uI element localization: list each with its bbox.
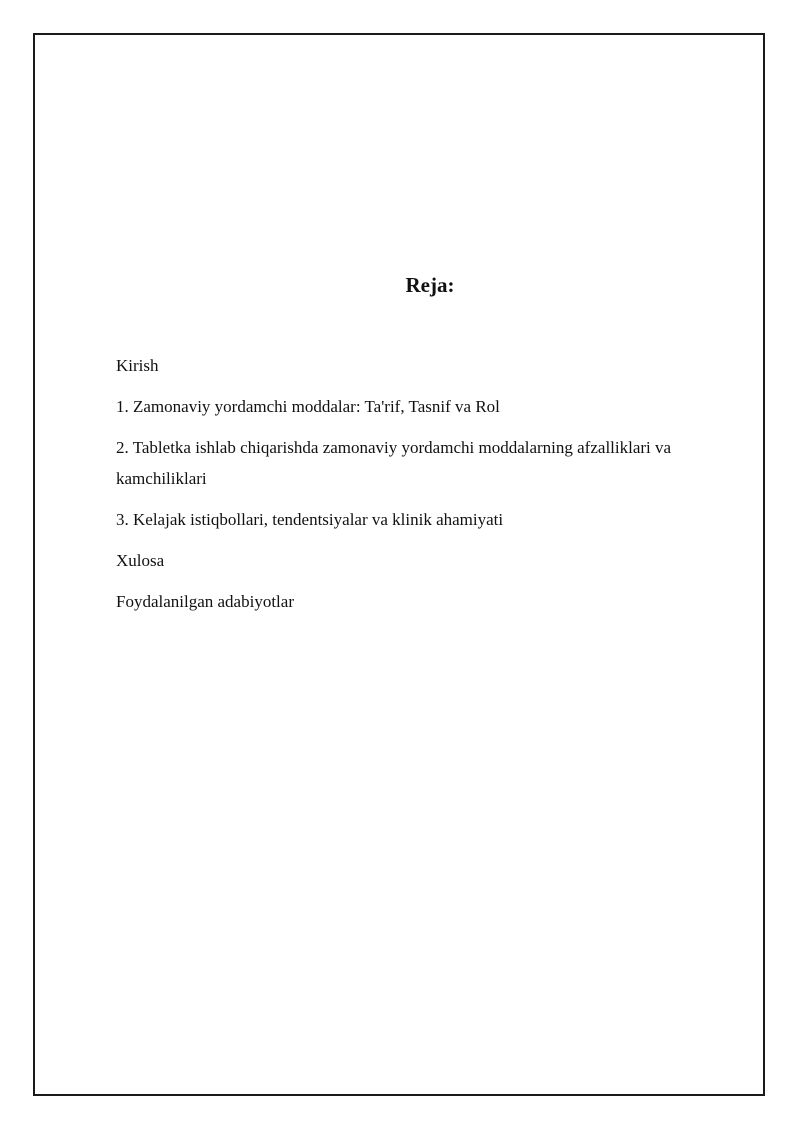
table-of-contents: [116, 350, 742, 627]
toc-item-2: 2. Tabletka ishlab chiqarishda zamonaviy yordamchi moddalarning afzalliklari va kamchiliklari: [116, 438, 672, 488]
toc-item-conclusion: Xulosa: [116, 551, 165, 570]
toc-item-3: 3. Kelajak istiqbollari, tendentsiyalar va klinik ahamiyati: [116, 510, 504, 529]
page-title: Reja:: [405, 273, 455, 297]
toc-item-intro: Kirish: [116, 356, 159, 375]
toc-item-1: 1. Zamonaviy yordamchi moddalar: Ta'rif, Tasnif va Rol: [116, 397, 500, 416]
toc-item-references: Foydalanilgan adabiyotlar: [116, 592, 294, 611]
